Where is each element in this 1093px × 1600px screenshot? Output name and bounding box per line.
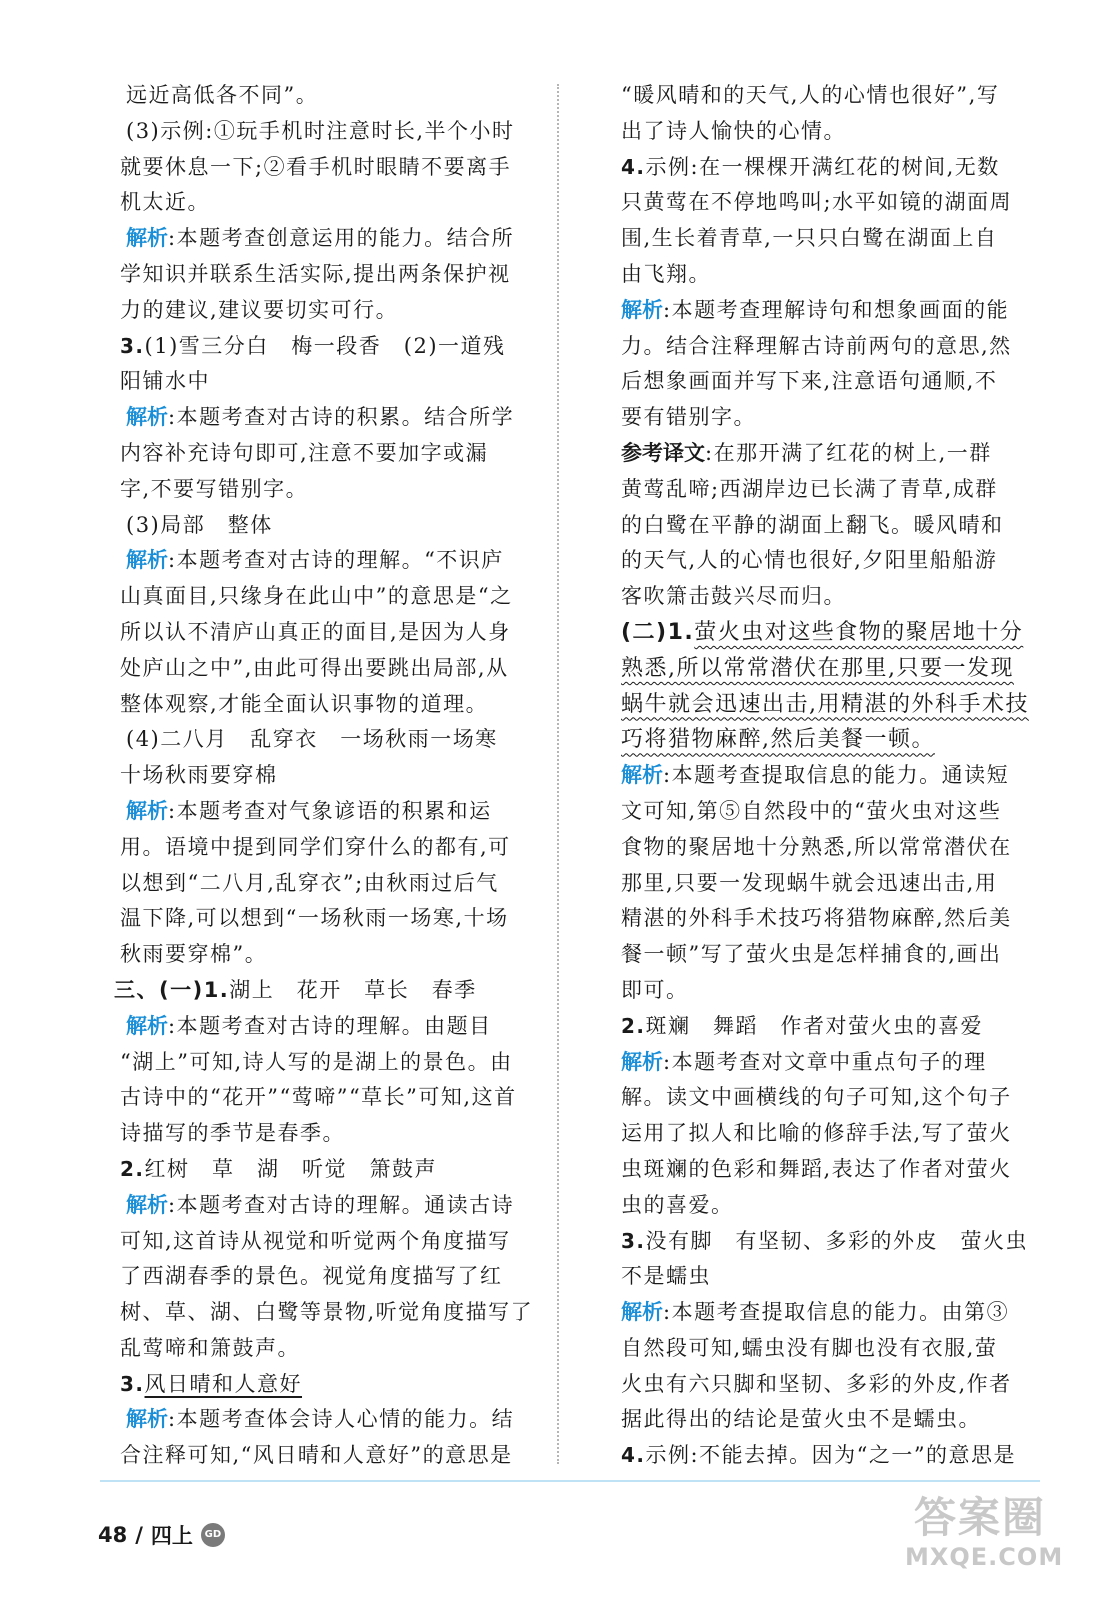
analysis-text: :本题考查对古诗的理解。由题目 bbox=[168, 1013, 492, 1038]
analysis-line bbox=[621, 1295, 1039, 1331]
analysis-text: :本题考查对文章中重点句子的理 bbox=[663, 1049, 987, 1074]
analysis-line: 树、草、湖、白鹭等景物,听觉角度描写了 bbox=[120, 1300, 534, 1325]
analysis-line: 可知,这首诗从视觉和听觉两个角度描写 bbox=[120, 1228, 511, 1253]
analysis-line bbox=[621, 1045, 1039, 1081]
analysis-line: 内容补充诗句即可,注意不要加字或漏 bbox=[120, 440, 489, 465]
answer-line: 围,生长着青草,一只只白鹭在湖面上自 bbox=[621, 226, 998, 251]
analysis-text: :本题考查对古诗的理解。通读古诗 bbox=[168, 1192, 515, 1217]
answer-line bbox=[120, 1367, 538, 1403]
answer-line bbox=[120, 1152, 538, 1188]
analysis-tag: 解析 bbox=[126, 405, 168, 430]
answer-line bbox=[621, 615, 1039, 651]
answer-line bbox=[621, 1438, 1039, 1474]
answer-text: 示例:不能去掉。因为“之一”的意思是 bbox=[645, 1443, 1017, 1468]
answer-line: 阳铺水中 bbox=[120, 369, 210, 394]
analysis-line bbox=[621, 758, 1039, 794]
answer-text: 没有脚 有坚韧、多彩的外皮 萤火虫 bbox=[645, 1228, 1029, 1253]
section-heading bbox=[114, 973, 538, 1009]
analysis-line: 力。结合注释理解古诗前两句的意思,然 bbox=[621, 333, 1012, 358]
answer-line bbox=[621, 687, 1039, 723]
translation-line: 黄莺乱啼;西湖岸边已长满了青草,成群 bbox=[621, 476, 998, 501]
footer-rule bbox=[100, 1480, 1040, 1482]
analysis-text: :本题考查对古诗的理解。“不识庐 bbox=[168, 548, 504, 573]
analysis-text: :本题考查提取信息的能力。通读短 bbox=[663, 763, 1010, 788]
edition-badge-icon: GD bbox=[201, 1523, 225, 1547]
analysis-text: :本题考查体会诗人心情的能力。结 bbox=[168, 1407, 515, 1432]
analysis-line: 解。读文中画横线的句子可知,这个句子 bbox=[621, 1085, 1012, 1110]
answer-line bbox=[621, 651, 1039, 687]
analysis-tag: 解析 bbox=[126, 1013, 168, 1038]
analysis-line: 精湛的外科手术技巧将猎物麻醉,然后美 bbox=[621, 906, 1012, 931]
answer-line: 十场秋雨要穿棉 bbox=[120, 763, 278, 788]
analysis-tag: 解析 bbox=[126, 1192, 168, 1217]
analysis-line bbox=[120, 794, 538, 830]
analysis-line: 自然段可知,蠕虫没有脚也没有衣服,萤 bbox=[621, 1335, 998, 1360]
analysis-line: 力的建议,建议要切实可行。 bbox=[120, 297, 399, 322]
question-number: 4. bbox=[621, 154, 646, 179]
analysis-line: 那里,只要一发现蜗牛就会迅速出击,用 bbox=[621, 870, 998, 895]
translation-line: 客吹箫击鼓兴尽而归。 bbox=[621, 584, 846, 609]
answer-line: (3)局部 整体 bbox=[126, 512, 273, 537]
answer-line: 由飞翔。 bbox=[621, 261, 711, 286]
page-footer bbox=[98, 1520, 225, 1550]
reference-translation-tag: 参考译文 bbox=[621, 440, 705, 465]
answer-line bbox=[120, 329, 538, 365]
analysis-line: 用。语境中提到同学们穿什么的都有,可 bbox=[120, 834, 511, 859]
analysis-line: 处庐山之中”,由此可得出要跳出局部,从 bbox=[120, 655, 509, 680]
wavy-underlined-answer: 萤火虫对这些食物的聚居地十分 bbox=[694, 619, 1024, 645]
analysis-line: 据此得出的结论是萤火虫不是蠕虫。 bbox=[621, 1407, 981, 1432]
analysis-line: 古诗中的“花开”“莺啼”“草长”可知,这首 bbox=[120, 1085, 517, 1110]
wavy-underlined-answer: 蜗牛就会迅速出击,用精湛的外科手术技 bbox=[621, 691, 1029, 717]
analysis-text: :本题考查对古诗的积累。结合所学 bbox=[168, 405, 515, 430]
analysis-line: 诗描写的季节是春季。 bbox=[120, 1121, 345, 1146]
translation-line bbox=[621, 436, 1039, 472]
wavy-underlined-answer: 熟悉,所以常常潜伏在那里,只要一发现 bbox=[621, 655, 1014, 681]
analysis-tag: 解析 bbox=[126, 548, 168, 573]
analysis-line: 以想到“二八月,乱穿衣”;由秋雨过后气 bbox=[120, 870, 499, 895]
analysis-line: 火虫有六只脚和坚韧、多彩的外皮,作者 bbox=[621, 1371, 1012, 1396]
wavy-underlined-answer: 巧将猎物麻醉,然后美餐一顿。 bbox=[621, 727, 935, 753]
grade-label: 四上 bbox=[150, 1524, 193, 1548]
analysis-line: 山真面目,只缘身在此山中”的意思是“之 bbox=[120, 584, 513, 609]
analysis-line: 运用了拟人和比喻的修辞手法,写了萤火 bbox=[621, 1121, 1012, 1146]
analysis-line: 即可。 bbox=[621, 977, 689, 1002]
analysis-line: 字,不要写错别字。 bbox=[120, 476, 309, 501]
analysis-line: 食物的聚居地十分熟悉,所以常常潜伏在 bbox=[621, 834, 1012, 859]
left-column bbox=[114, 78, 538, 1474]
analysis-line: 乱莺啼和箫鼓声。 bbox=[120, 1335, 300, 1360]
analysis-line bbox=[120, 400, 538, 436]
analysis-line: 了西湖春季的景色。视觉角度描写了红 bbox=[120, 1264, 503, 1289]
analysis-line: 整体观察,才能全面认识事物的道理。 bbox=[120, 691, 489, 716]
analysis-line: 虫斑斓的色彩和舞蹈,表达了作者对萤火 bbox=[621, 1156, 1012, 1181]
analysis-line: 学知识并联系生活实际,提出两条保护视 bbox=[120, 261, 511, 286]
translation-line: 的白鹭在平静的湖面上翻飞。暖风晴和 bbox=[621, 512, 1004, 537]
answer-text: (1)雪三分白 梅一段香 (2)一道残 bbox=[144, 333, 506, 358]
watermark-url: MXQE.COM bbox=[905, 1543, 1064, 1571]
analysis-line: 温下降,可以想到“一场秋雨一场寒,十场 bbox=[120, 906, 509, 931]
answer-line: 就要休息一下;②看手机时眼睛不要离手 bbox=[120, 154, 512, 179]
answer-line: (3)示例:①玩手机时注意时长,半个小时 bbox=[126, 118, 515, 143]
watermark-logo bbox=[905, 1493, 1064, 1583]
analysis-line bbox=[120, 221, 538, 257]
answer-text: 示例:在一棵棵开满红花的树间,无数 bbox=[645, 154, 1000, 179]
analysis-line: 要有错别字。 bbox=[621, 405, 756, 430]
answer-text: 红树 草 湖 听觉 箫鼓声 bbox=[144, 1156, 438, 1181]
analysis-line: 合注释可知,“风日晴和人意好”的意思是 bbox=[120, 1443, 513, 1468]
watermark-title: 答案圈 bbox=[913, 1493, 1046, 1542]
question-number: 3. bbox=[120, 333, 145, 358]
analysis-line bbox=[120, 543, 538, 579]
answer-line: 不是蠕虫 bbox=[621, 1264, 711, 1289]
footer-slash: / bbox=[135, 1523, 143, 1547]
underlined-answer: 风日晴和人意好 bbox=[144, 1371, 303, 1396]
analysis-text: :本题考查理解诗句和想象画面的能 bbox=[663, 297, 1010, 322]
analysis-line: “湖上”可知,诗人写的是湖上的景色。由 bbox=[120, 1049, 513, 1074]
right-column bbox=[621, 78, 1039, 1474]
section-label: 三、(一)1. bbox=[114, 977, 230, 1002]
answer-line bbox=[621, 150, 1039, 186]
analysis-line bbox=[621, 293, 1039, 329]
column-divider bbox=[557, 84, 559, 1464]
analysis-line: 餐一顿”写了萤火虫是怎样捕食的,画出 bbox=[621, 942, 1002, 967]
translation-line: 的天气,人的心情也很好,夕阳里船船游 bbox=[621, 548, 998, 573]
analysis-line: “暖风晴和的天气,人的心情也很好”,写 bbox=[621, 83, 1000, 107]
analysis-tag: 解析 bbox=[126, 798, 168, 823]
section-label: (二)1. bbox=[621, 619, 695, 645]
answer-line bbox=[621, 722, 1039, 758]
question-number: 2. bbox=[120, 1156, 145, 1181]
answer-text: 湖上 花开 草长 春季 bbox=[229, 977, 477, 1002]
analysis-line: 所以认不清庐山真正的面目,是因为人身 bbox=[120, 619, 511, 644]
analysis-line bbox=[120, 1188, 538, 1224]
analysis-line: 文可知,第⑤自然段中的“萤火虫对这些 bbox=[621, 798, 1002, 823]
answer-line: 只黄莺在不停地鸣叫;水平如镜的湖面周 bbox=[621, 190, 1013, 215]
analysis-tag: 解析 bbox=[621, 1300, 663, 1325]
answer-text: 斑斓 舞蹈 作者对萤火虫的喜爱 bbox=[645, 1013, 984, 1038]
answer-line bbox=[621, 1224, 1039, 1260]
answer-line bbox=[621, 1009, 1039, 1045]
analysis-line: 后想象画面并写下来,注意语句通顺,不 bbox=[621, 369, 998, 394]
analysis-tag: 解析 bbox=[126, 1407, 168, 1432]
analysis-text: :本题考查对气象谚语的积累和运 bbox=[168, 798, 492, 823]
analysis-line: 秋雨要穿棉”。 bbox=[120, 942, 268, 967]
analysis-line bbox=[120, 1009, 538, 1045]
analysis-text: :本题考查创意运用的能力。结合所 bbox=[168, 226, 515, 251]
analysis-line: 出了诗人愉快的心情。 bbox=[621, 118, 846, 143]
question-number: 3. bbox=[120, 1371, 145, 1396]
translation-text: :在那开满了红花的树上,一群 bbox=[705, 440, 992, 465]
analysis-tag: 解析 bbox=[126, 226, 168, 251]
answer-line: (4)二八月 乱穿衣 一场秋雨一场寒 bbox=[126, 727, 498, 752]
answer-line: 远近高低各不同”。 bbox=[126, 83, 319, 107]
question-number: 3. bbox=[621, 1228, 646, 1253]
analysis-line bbox=[120, 1402, 538, 1438]
analysis-text: :本题考查提取信息的能力。由第③ bbox=[663, 1300, 1010, 1325]
page-number: 48 bbox=[98, 1523, 128, 1547]
analysis-tag: 解析 bbox=[621, 297, 663, 322]
analysis-line: 虫的喜爱。 bbox=[621, 1192, 734, 1217]
analysis-tag: 解析 bbox=[621, 1049, 663, 1074]
question-number: 2. bbox=[621, 1013, 646, 1038]
question-number: 4. bbox=[621, 1443, 646, 1468]
answer-line: 机太近。 bbox=[120, 190, 210, 215]
analysis-tag: 解析 bbox=[621, 763, 663, 788]
